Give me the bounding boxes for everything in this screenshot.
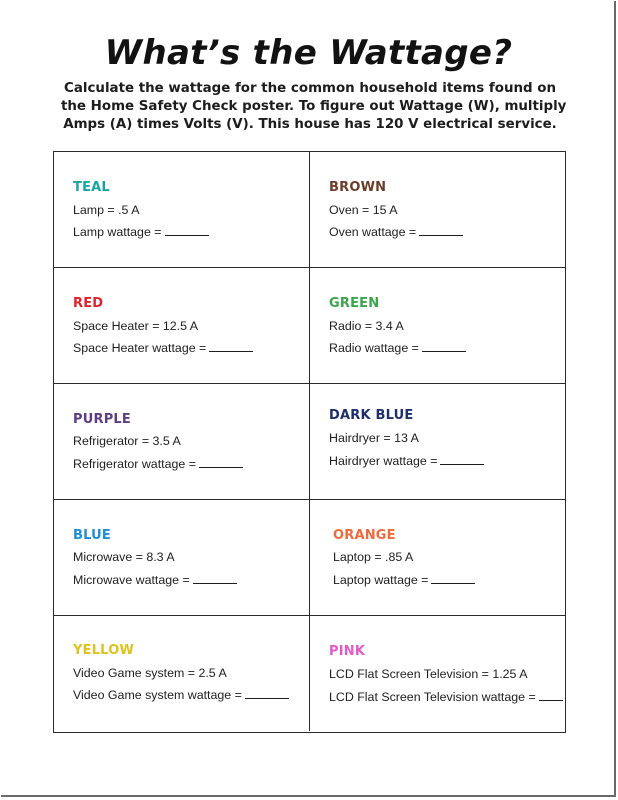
- color-label-teal: TEAL: [73, 180, 110, 195]
- answer-blank[interactable]: [165, 225, 209, 236]
- cell-orange: [310, 500, 565, 616]
- wattage-line: [73, 688, 289, 702]
- color-label-red: RED: [73, 296, 104, 311]
- amps-text: Radio = 3.4 A: [329, 319, 404, 333]
- answer-blank[interactable]: [419, 225, 463, 236]
- answer-blank[interactable]: [245, 688, 289, 699]
- amps-text: Space Heater = 12.5 A: [73, 319, 199, 333]
- wattage-label: Radio wattage =: [329, 341, 419, 355]
- wattage-label: Hairdryer wattage =: [329, 454, 438, 468]
- wattage-line: [329, 341, 466, 355]
- cell-brown: [310, 152, 565, 268]
- answer-blank[interactable]: [431, 573, 475, 584]
- answer-blank[interactable]: [440, 454, 484, 465]
- cell-dark-blue: [310, 384, 565, 500]
- wattage-label: Laptop wattage =: [333, 573, 429, 587]
- page-title: What’s the Wattage?: [104, 33, 513, 73]
- amps-text: Laptop = .85 A: [333, 550, 414, 564]
- answer-blank[interactable]: [193, 573, 237, 584]
- cell-teal: [54, 152, 310, 268]
- instructions: [61, 80, 567, 134]
- cell-pink: [310, 616, 565, 731]
- cell-red: [54, 268, 310, 384]
- wattage-label: LCD Flat Screen Television wattage =: [329, 690, 536, 704]
- wattage-line: [73, 573, 237, 587]
- amps-text: Hairdryer = 13 A: [329, 431, 419, 445]
- answer-blank[interactable]: [209, 341, 253, 352]
- wattage-line: [329, 690, 563, 704]
- amps-text: LCD Flat Screen Television = 1.25 A: [329, 667, 528, 681]
- color-label-brown: BROWN: [329, 180, 387, 195]
- color-label-orange: ORANGE: [333, 528, 396, 543]
- answer-blank[interactable]: [199, 457, 243, 468]
- wattage-label: Lamp wattage =: [73, 225, 162, 239]
- instructions-line-1: Calculate the wattage for the common household items found on: [64, 81, 556, 96]
- wattage-line: [73, 225, 209, 239]
- amps-text: Lamp = .5 A: [73, 203, 140, 217]
- amps-text: Video Game system = 2.5 A: [73, 666, 227, 680]
- amps-text: Oven = 15 A: [329, 203, 398, 217]
- wattage-line: [73, 457, 243, 471]
- amps-text: Microwave = 8.3 A: [73, 550, 175, 564]
- color-label-dark-blue: DARK BLUE: [329, 408, 414, 423]
- color-label-purple: PURPLE: [73, 412, 131, 427]
- cell-blue: [54, 500, 310, 616]
- instructions-line-3: Amps (A) times Volts (V). This house has 120 V electrical service.: [63, 117, 557, 132]
- wattage-label: Microwave wattage =: [73, 573, 190, 587]
- worksheet-page: [1, 1, 616, 797]
- wattage-line: [329, 454, 484, 468]
- cell-purple: [54, 384, 310, 500]
- color-label-pink: PINK: [329, 644, 366, 659]
- color-label-green: GREEN: [329, 296, 380, 311]
- wattage-line: [73, 341, 253, 355]
- wattage-label: Refrigerator wattage =: [73, 457, 196, 471]
- cell-green: [310, 268, 565, 384]
- amps-text: Refrigerator = 3.5 A: [73, 434, 181, 448]
- color-label-yellow: YELLOW: [73, 643, 134, 658]
- wattage-label: Oven wattage =: [329, 225, 417, 239]
- answer-blank[interactable]: [539, 690, 563, 701]
- wattage-line: [329, 225, 463, 239]
- wattage-label: Space Heater wattage =: [73, 341, 207, 355]
- answer-blank[interactable]: [422, 341, 466, 352]
- color-label-blue: BLUE: [73, 528, 111, 543]
- wattage-table: [53, 151, 566, 733]
- cell-yellow: [54, 616, 310, 731]
- instructions-line-2: the Home Safety Check poster. To figure out Wattage (W), multiply: [61, 99, 567, 114]
- wattage-label: Video Game system wattage =: [73, 688, 242, 702]
- wattage-line: [333, 573, 475, 587]
